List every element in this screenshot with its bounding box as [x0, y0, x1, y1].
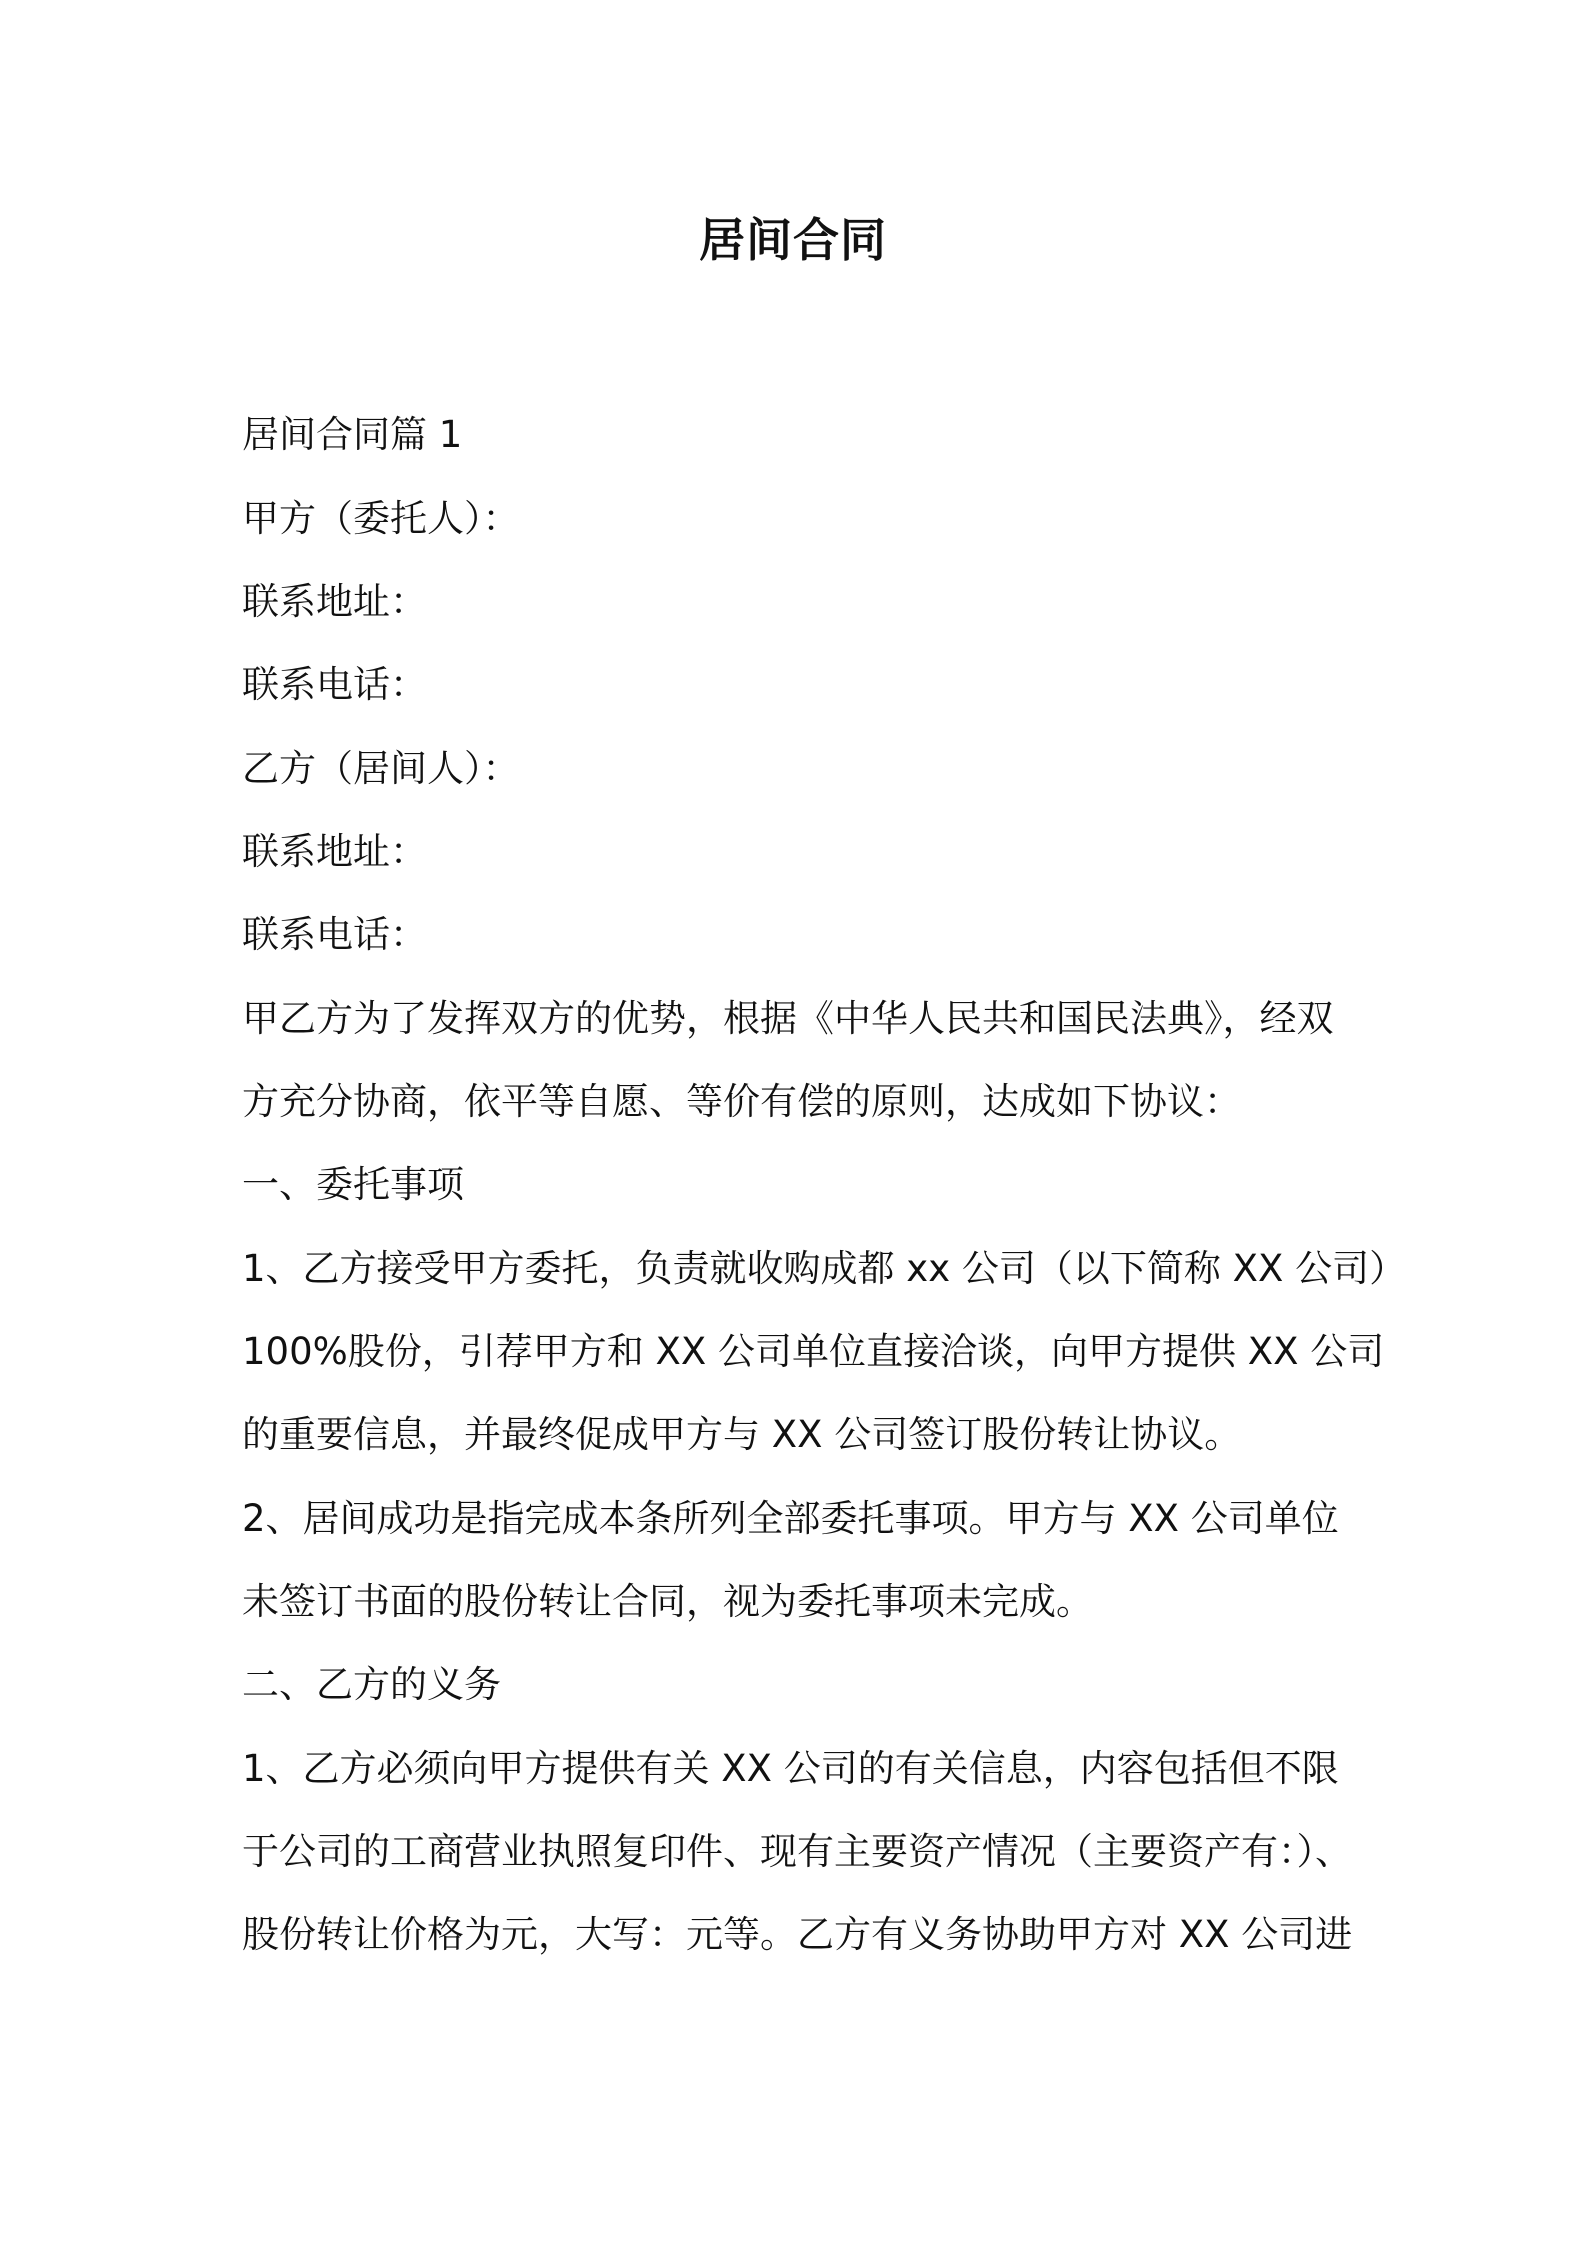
clause-2-1-line-3: 股份转让价格为元，大写：元等。乙方有义务协助甲方对 XX 公司进 [242, 1913, 1353, 1956]
section-heading-entrusted-matters: 一、委托事项 [242, 1163, 464, 1206]
clause-2-1-line-1: 1、乙方必须向甲方提供有关 XX 公司的有关信息，内容包括但不限 [242, 1747, 1339, 1790]
document-title: 居间合同 [699, 213, 887, 267]
party-b-phone-label: 联系电话： [242, 913, 427, 956]
party-a-label: 甲方（委托人）： [242, 497, 520, 540]
preamble-line-1: 甲乙方为了发挥双方的优势，根据《中华人民共和国民法典》，经双 [242, 997, 1334, 1040]
party-b-address-label: 联系地址： [242, 830, 427, 873]
clause-1-2-line-1: 2、居间成功是指完成本条所列全部委托事项。甲方与 XX 公司单位 [242, 1497, 1339, 1540]
clause-1-2-line-2: 未签订书面的股份转让合同，视为委托事项未完成。 [242, 1580, 1093, 1623]
section-heading-part1: 居间合同篇 1 [242, 413, 463, 456]
party-a-address-label: 联系地址： [242, 580, 427, 623]
section-heading-party-b-obligations: 二、乙方的义务 [242, 1663, 501, 1706]
clause-1-1-line-2: 100%股份，引荐甲方和 XX 公司单位直接洽谈，向甲方提供 XX 公司 [242, 1330, 1385, 1373]
party-b-label: 乙方（居间人）： [242, 747, 520, 790]
clause-1-1-line-1: 1、乙方接受甲方委托，负责就收购成都 xx 公司（以下简称 XX 公司） [242, 1247, 1407, 1290]
party-a-phone-label: 联系电话： [242, 663, 427, 706]
preamble-line-2: 方充分协商，依平等自愿、等价有偿的原则，达成如下协议： [242, 1080, 1241, 1123]
clause-1-1-line-3: 的重要信息，并最终促成甲方与 XX 公司签订股份转让协议。 [242, 1413, 1242, 1456]
clause-2-1-line-2: 于公司的工商营业执照复印件、现有主要资产情况（主要资产有：）、 [242, 1830, 1352, 1873]
